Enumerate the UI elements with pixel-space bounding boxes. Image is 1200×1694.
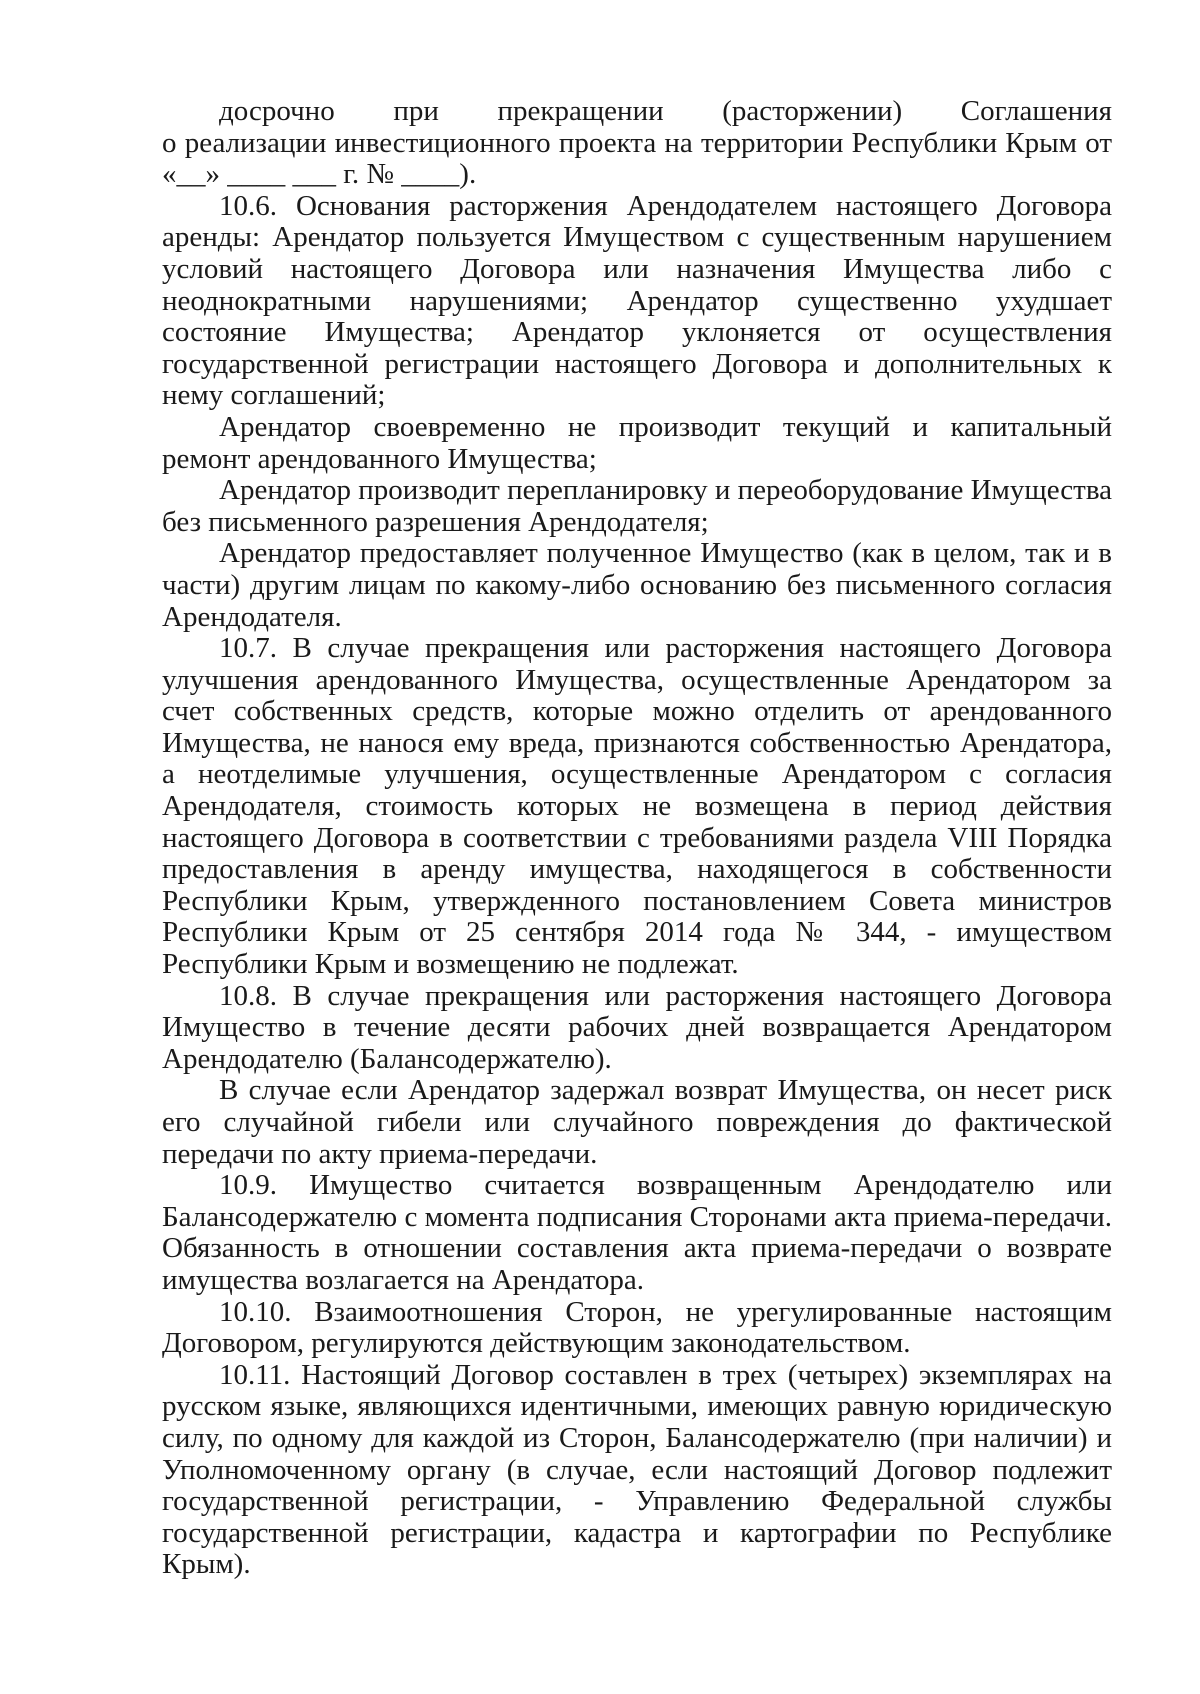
paragraph-replanning: Арендатор производит перепланировку и переоборудование Имущества без письменного разрешения Арендодателя; <box>162 474 1113 538</box>
paragraph-10-10: 10.10. Взаимоотношения Сторон, не урегулированные настоящим Договором, регулируются действующим законодательством. <box>162 1295 1112 1360</box>
paragraph-sublease: Арендатор предоставляет полученное Имущество (как в целом, так и в части) другим лицам по какому-либо основанию без письменного согласия Арендодателя. <box>162 537 1112 633</box>
paragraph-10-9: 10.9. Имущество считается возвращенным Арендодателю или Балансодержателю с момента подписания Сторонами акта приема-передачи. Обязанность в отношении составления акта приема-передачи о возврате имущества возлагается на Арендатора. <box>162 1169 1112 1296</box>
paragraph-repair: Арендатор своевременно не производит текущий и капитальный ремонт арендованного Имущества; <box>162 410 1112 475</box>
paragraph-return-delay: В случае если Арендатор задержал возврат Имущества, он несет риск его случайной гибели или случайного повреждения до фактической передачи по акту приема-передачи. <box>162 1074 1112 1170</box>
document-page <box>162 96 1112 1581</box>
paragraph-continuation-line: досрочно при прекращении (расторжении) Соглашения <box>219 95 1112 127</box>
paragraph-10-6: 10.6. Основания расторжения Арендодателем настоящего Договора аренды: Арендатор пользуется Имуществом с существенным нарушением условий настоящего Договора или назначения Имущества либо с неоднократными нарушениями; Арендатор существенно ухудшает состояние Имущества; Арендатор уклоняется от осуществления государственной регистрации настоящего Договора и дополнительных к нему соглашений; <box>162 189 1112 412</box>
paragraph-10-7: 10.7. В случае прекращения или расторжения настоящего Договора улучшения арендованного Имущества, осуществленные Арендатором за счет собственных средств, которые можно отделить от арендованного Имущества, не нанося ему вреда, признаются собственностью Арендатора, а неотделимые улучшения, осуществленные Арендатором с согласия Арендодателя, стоимость которых не возмещена в период действия настоящего Договора в соответствии с требованиями раздела VIII Порядка предоставления в аренду имущества, находящегося в собственности Республики Крым, утвержденного постановлением Совета министров Республики Крым от 25 сентября 2014 года № 344, - имуществом Республики Крым и возмещению не подлежат. <box>162 632 1112 981</box>
paragraph-continuation: о реализации инвестиционного проекта на территории Республики Крым от «__» ____ ___ г. № ____). <box>162 126 1112 191</box>
paragraph-10-11: 10.11. Настоящий Договор составлен в трех (четырех) экземплярах на русском языке, являющихся идентичными, имеющих равную юридическую силу, по одному для каждой из Сторон, Балансодержателю (при наличии) и Уполномоченному органу (в случае, если настоящий Договор подлежит государственной регистрации, - Управлению Федеральной службы государственной регистрации, кадастра и картографии по Республике Крым). <box>162 1358 1112 1581</box>
paragraph-10-8: 10.8. В случае прекращения или расторжения настоящего Договора Имущество в течение десяти рабочих дней возвращается Арендатором Арендодателю (Балансодержателю). <box>162 979 1112 1075</box>
